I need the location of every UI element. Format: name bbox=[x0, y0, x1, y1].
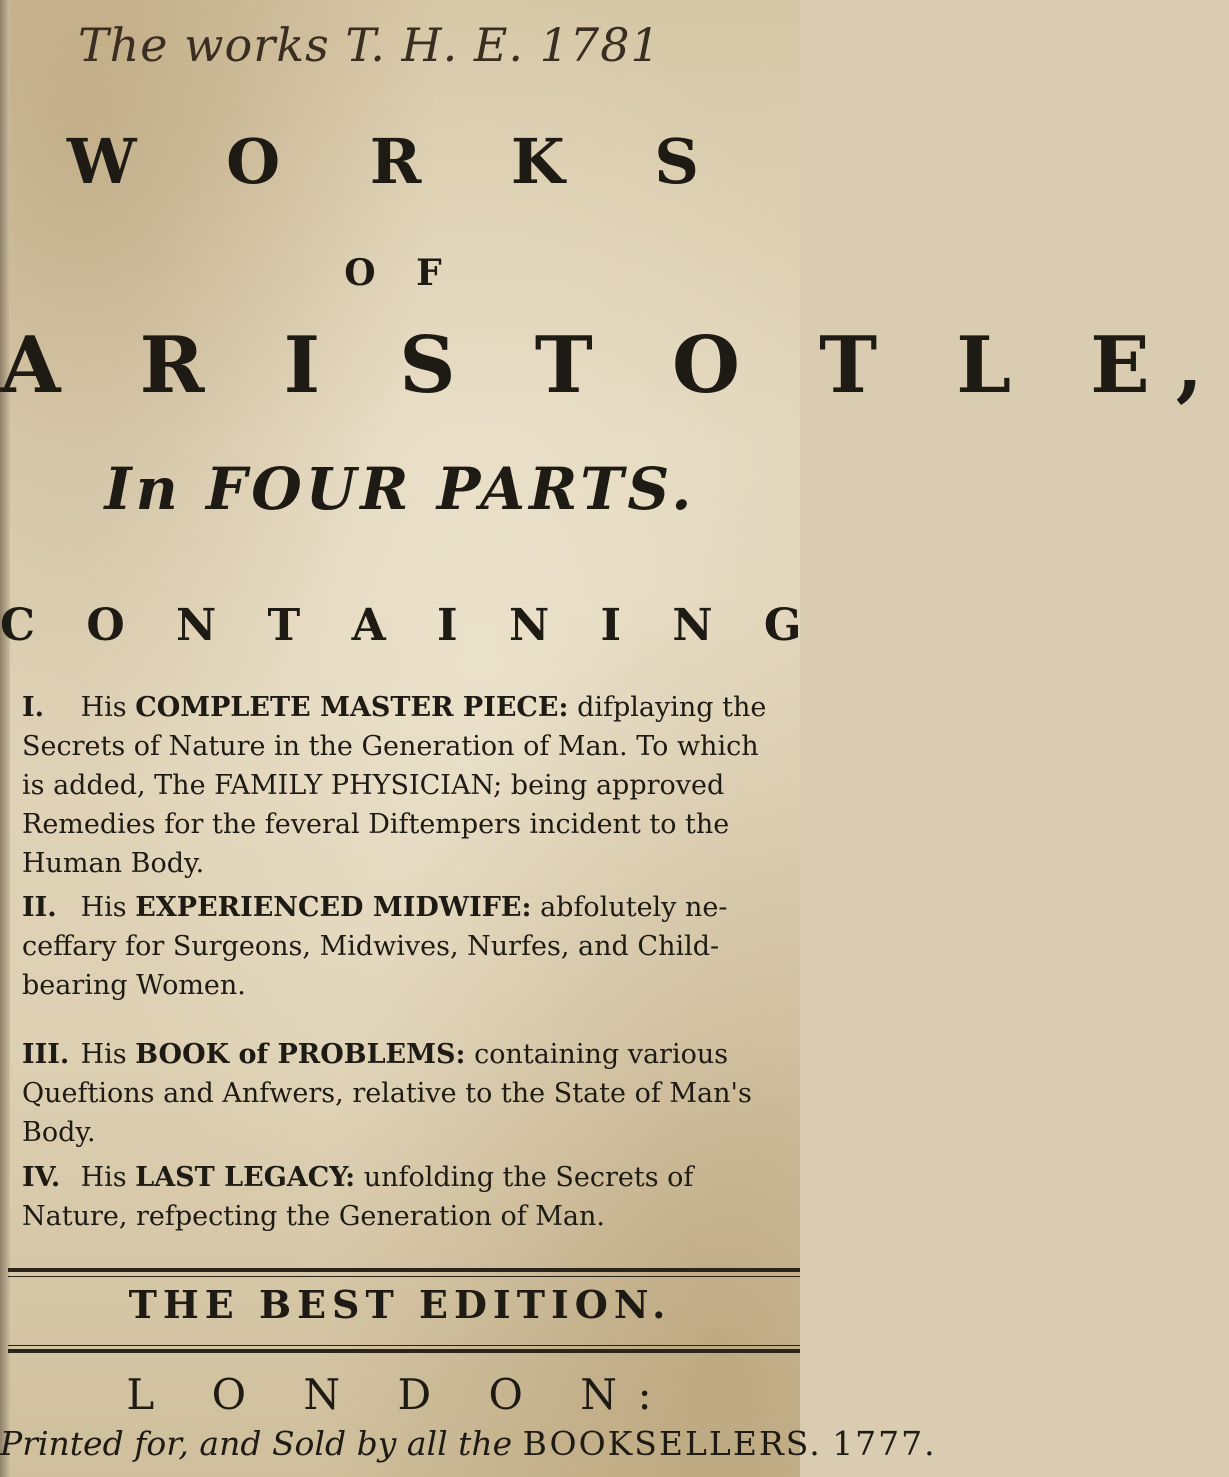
rule-thin-bottom bbox=[8, 1345, 800, 1346]
item-text: abfolutely ne-ceffary for Surgeons, Midwives, Nurfes, and Child-bearing Women. bbox=[22, 892, 728, 1001]
item-lead: His bbox=[80, 892, 127, 923]
imprint-city: L O N D O N: bbox=[126, 1370, 674, 1419]
item-lead: His bbox=[80, 692, 127, 723]
item-number: III. bbox=[22, 1039, 70, 1070]
handwritten-note: The works T. H. E. 1781 bbox=[78, 18, 661, 72]
item-number: IV. bbox=[22, 1162, 61, 1193]
item-lead: His bbox=[80, 1162, 127, 1193]
item-text: containing various Queftions and Anfwers, relative to the State of Man's Body. bbox=[22, 1039, 752, 1148]
contents-item-2 bbox=[0, 888, 800, 1005]
rule-thin-top bbox=[8, 1276, 800, 1277]
contents-item-3 bbox=[0, 1035, 800, 1152]
title-works: W O R K S bbox=[66, 125, 734, 198]
imprint-year: 1777. bbox=[832, 1424, 937, 1463]
contents-item-4 bbox=[0, 1158, 800, 1236]
item-caps: COMPLETE MASTER PIECE: bbox=[135, 692, 569, 723]
edition-statement: THE BEST EDITION. bbox=[128, 1282, 672, 1327]
item-number: I. bbox=[22, 692, 45, 723]
item-caps: LAST LEGACY: bbox=[135, 1162, 356, 1193]
title-of: O F bbox=[344, 252, 456, 294]
title-author: A R I S T O T L E, bbox=[0, 320, 1229, 411]
item-number: II. bbox=[22, 892, 57, 923]
rule-thick-top bbox=[8, 1268, 800, 1272]
containing-heading: C O N T A I N I N G bbox=[0, 600, 820, 651]
rule-thick-bottom bbox=[8, 1349, 800, 1353]
imprint-printed: Printed for, and Sold by all the bbox=[0, 1424, 513, 1463]
item-lead: His bbox=[80, 1039, 127, 1070]
item-text: unfolding the Secrets of Nature, refpecting the Generation of Man. bbox=[22, 1162, 694, 1232]
imprint-booksellers: BOOKSELLERS. bbox=[522, 1424, 822, 1463]
item-text: difplaying the Secrets of Nature in the Generation of Man. To which is added, The FAMILY PHYSICIAN; being approved Remedies for the feveral Diftempers incident to the Human Body. bbox=[22, 692, 767, 879]
item-caps: EXPERIENCED MIDWIFE: bbox=[135, 892, 532, 923]
title-parts: In FOUR PARTS. bbox=[104, 455, 696, 523]
item-caps: BOOK of PROBLEMS: bbox=[135, 1039, 466, 1070]
imprint-line bbox=[0, 1424, 937, 1463]
contents-item-1 bbox=[0, 688, 800, 883]
